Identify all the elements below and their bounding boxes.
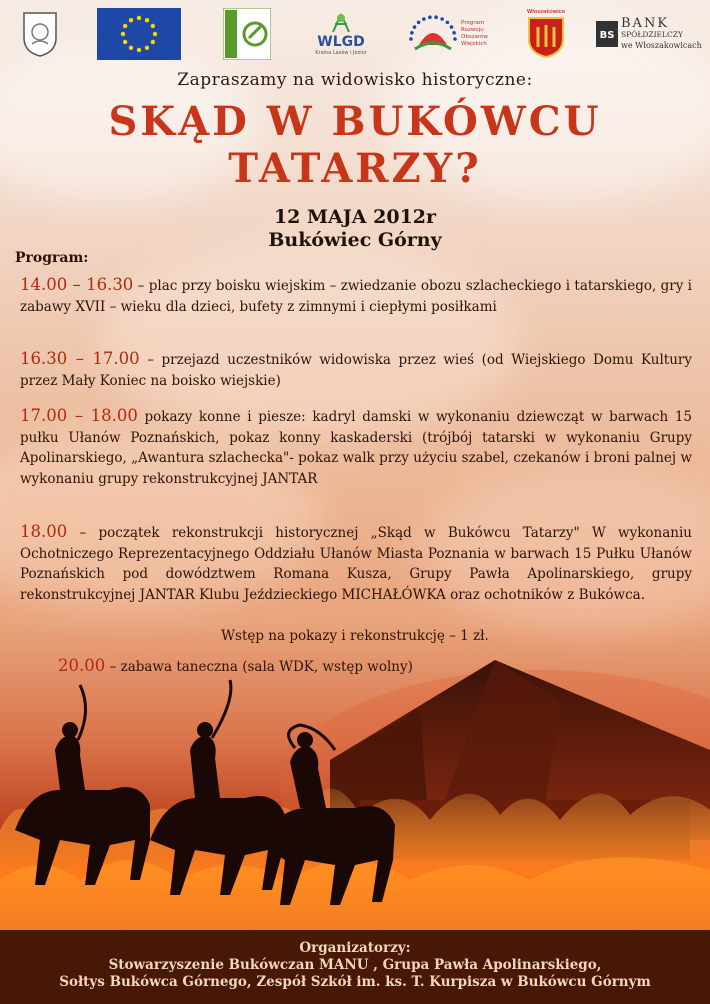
prow-star-icon	[422, 17, 426, 21]
entry-fee: Wstęp na pokazy i rekonstrukcję – 1 zł.	[221, 628, 489, 644]
eu-star-icon	[123, 40, 127, 44]
prow-logo-text: Program Rozwoju Obszarów Wiejskich	[461, 20, 488, 47]
organizers-section	[0, 940, 710, 991]
eu-flag-logo	[96, 8, 182, 60]
wlgd-logo-text: WLGD	[317, 34, 365, 50]
event-place: Bukówiec Górny	[268, 229, 442, 251]
bukowiec-crest-logo	[20, 8, 60, 60]
program-item	[20, 349, 692, 391]
prow-star-icon	[434, 15, 438, 19]
eu-star-icon	[129, 18, 133, 22]
program-item-time: 18.00	[20, 522, 68, 541]
program-item	[20, 275, 692, 317]
eu-star-icon	[151, 24, 155, 28]
organizers-line: Stowarzyszenie Bukówczan MANU , Grupa Pawła Apolinarskiego,	[108, 957, 602, 973]
organizers-label: Organizatorzy:	[299, 940, 411, 956]
prow-star-icon	[446, 21, 450, 25]
leader-logo	[222, 8, 272, 60]
program-item	[20, 406, 692, 489]
program-item-text: – zabawa taneczna (sala WDK, wstęp wolny)	[105, 659, 413, 675]
event-title-line1: SKĄD W BUKÓWCU	[108, 98, 602, 145]
bs-logo-text: BS	[599, 30, 615, 41]
program-item-text: – przejazd uczestników widowiska przez wieś (od Wiejskiego Domu Kultury przez Mały Koniec na boisko wiejskie)	[20, 352, 692, 389]
program-item-text: pokazy konne i piesze: kadryl damski w wykonaniu dziewcząt w barwach 15 pułku Ułanów Poznańskich, pokaz konny kaskaderski (trójbój tatarski w wykonaniu Grupy Apolinarskiego, „Awantura szlachecka"- pokaz walk przy użyciu szabel, czekanów i broni palnej w wykonaniu grupy rekonstrukcyjnej JANTAR	[20, 409, 692, 487]
eu-star-icon	[137, 16, 141, 20]
wlgd-logo	[306, 8, 376, 60]
bank-logo-place: we Włoszakowicach	[621, 40, 702, 50]
eu-star-icon	[145, 18, 149, 22]
prow-star-icon	[453, 37, 457, 41]
eu-star-icon	[129, 46, 133, 50]
prow-star-icon	[410, 31, 414, 35]
prow-star-icon	[452, 31, 456, 35]
eu-star-icon	[137, 48, 141, 52]
prow-logo	[404, 8, 496, 60]
prow-star-icon	[413, 25, 417, 29]
sponsor-logos	[0, 8, 710, 64]
program-label: Program:	[15, 250, 89, 266]
prow-star-icon	[409, 37, 413, 41]
wloszakowice-crest-logo	[524, 8, 568, 60]
event-title-line2: TATARZY?	[228, 145, 482, 192]
eu-star-icon	[145, 46, 149, 50]
program-item-time: 14.00 – 16.30	[20, 275, 134, 294]
wlgd-logo-subtext: Kraina Lasów i Jezior	[315, 50, 367, 56]
event-date: 12 MAJA 2012r	[273, 206, 437, 228]
bank-logo-subtext: SPÓŁDZIELCZY	[621, 29, 683, 39]
prow-star-icon	[428, 15, 432, 19]
prow-star-icon	[440, 17, 444, 21]
program-item-text: – początek rekonstrukcji historycznej „Skąd w Bukówcu Tatarzy" W wykonaniu Ochotniczego Reprezentacyjnego Oddziału Ułanów Miasta Poznania w barwach 15 Pułku Ułanów Poznańskich pod dowództwem Romana Kusza, Grupy Pawła Apolinarskiego, grupy rekonstrukcyjnej JANTAR Klubu Jeździeckiego MICHAŁÓWKA oraz ochotników z Bukówca.	[20, 525, 692, 603]
organizers-line: Sołtys Bukówca Górnego, Zespół Szkół im. ks. T. Kurpisza w Bukówcu Górnym	[59, 974, 651, 990]
program-item-time: 20.00	[58, 656, 106, 675]
program-item	[58, 656, 413, 675]
prow-star-icon	[450, 25, 454, 29]
intro-text: Zapraszamy na widowisko historyczne:	[177, 70, 533, 90]
eu-star-icon	[151, 40, 155, 44]
program-item-time: 17.00 – 18.00	[20, 406, 138, 425]
eu-star-icon	[121, 32, 125, 36]
bank-spoldzielczy-logo	[596, 8, 706, 60]
eu-star-icon	[123, 24, 127, 28]
wloszakowice-logo-text: Włoszakowice	[526, 9, 566, 15]
program-item-time: 16.30 – 17.00	[20, 349, 140, 368]
program-item	[20, 522, 692, 605]
prow-star-icon	[417, 21, 421, 25]
eu-star-icon	[153, 32, 157, 36]
program-item-text: – plac przy boisku wiejskim – zwiedzanie obozu szlacheckiego i tatarskiego, gry i zabawy XVII – wieku dla dzieci, bufety z zimnymi i ciepłymi posiłkami	[20, 278, 692, 315]
bank-logo-text: BANK	[621, 15, 670, 31]
